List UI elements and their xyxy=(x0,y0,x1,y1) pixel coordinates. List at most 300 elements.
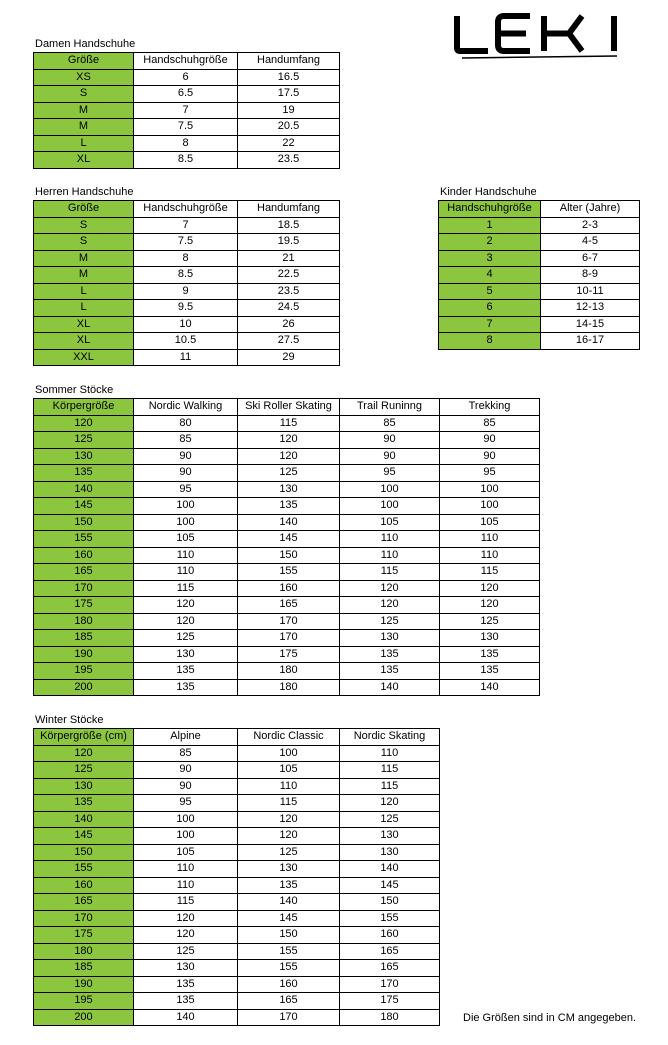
table-cell: 170 xyxy=(34,580,134,597)
table-cell: 125 xyxy=(34,762,134,779)
table-cell: 29 xyxy=(238,349,340,366)
table-cell: 6 xyxy=(134,69,238,86)
table-cell: 125 xyxy=(340,811,440,828)
table-cell: 150 xyxy=(34,844,134,861)
table-row xyxy=(34,993,440,1010)
table-cell: 5 xyxy=(439,283,541,300)
table-cell: XL xyxy=(34,316,134,333)
table-cell: 130 xyxy=(238,481,340,498)
table-row xyxy=(34,300,340,317)
table-cell: L xyxy=(34,300,134,317)
table-row xyxy=(34,894,440,911)
table-cell: 95 xyxy=(340,465,440,482)
table-cell: 135 xyxy=(134,679,238,696)
table-cell: 19 xyxy=(238,102,340,119)
table-cell: L xyxy=(34,135,134,152)
herren-title: Herren Handschuhe xyxy=(35,186,134,198)
table-row xyxy=(34,927,440,944)
table-cell: 140 xyxy=(340,679,440,696)
column-header: Nordic Classic xyxy=(238,729,340,746)
table-cell: 115 xyxy=(340,564,440,581)
table-cell: 100 xyxy=(238,745,340,762)
table-cell: 120 xyxy=(238,432,340,449)
table-cell: 200 xyxy=(34,1009,134,1026)
table-cell: 110 xyxy=(134,877,238,894)
table-cell: 105 xyxy=(238,762,340,779)
table-cell: 140 xyxy=(134,1009,238,1026)
table-row xyxy=(34,316,340,333)
table-cell: 125 xyxy=(440,613,540,630)
table-cell: 100 xyxy=(440,498,540,515)
table-row xyxy=(34,86,340,103)
table-cell: 90 xyxy=(340,448,440,465)
table-cell: 155 xyxy=(34,531,134,548)
table-cell: 200 xyxy=(34,679,134,696)
damen-table xyxy=(33,52,340,169)
table-cell: 150 xyxy=(238,547,340,564)
herren-table xyxy=(33,200,340,366)
table-row xyxy=(34,234,340,251)
table-cell: 165 xyxy=(340,960,440,977)
damen-title: Damen Handschuhe xyxy=(35,38,136,50)
column-header: Handumfang xyxy=(238,201,340,218)
table-cell: 170 xyxy=(238,630,340,647)
table-cell: 120 xyxy=(134,613,238,630)
table-cell: 125 xyxy=(34,432,134,449)
table-row xyxy=(34,580,540,597)
table-cell: 6-7 xyxy=(541,250,640,267)
table-cell: 125 xyxy=(238,844,340,861)
table-cell: XS xyxy=(34,69,134,86)
table-cell: 145 xyxy=(34,498,134,515)
table-cell: S xyxy=(34,234,134,251)
table-cell: 115 xyxy=(340,778,440,795)
table-cell: 100 xyxy=(440,481,540,498)
table-cell: 125 xyxy=(134,630,238,647)
table-cell: 130 xyxy=(134,960,238,977)
table-cell: 110 xyxy=(340,547,440,564)
table-cell: 115 xyxy=(440,564,540,581)
table-cell: 195 xyxy=(34,663,134,680)
table-cell: 120 xyxy=(34,415,134,432)
table-cell: 165 xyxy=(34,564,134,581)
table-cell: 130 xyxy=(34,778,134,795)
table-cell: 18.5 xyxy=(238,217,340,234)
table-cell: L xyxy=(34,283,134,300)
table-cell: 90 xyxy=(134,465,238,482)
table-row xyxy=(34,663,540,680)
table-cell: 100 xyxy=(134,828,238,845)
table-cell: 165 xyxy=(238,597,340,614)
table-row xyxy=(34,267,340,284)
table-cell: 180 xyxy=(34,943,134,960)
table-cell: 100 xyxy=(340,498,440,515)
table-cell: 135 xyxy=(440,663,540,680)
table-cell: 140 xyxy=(440,679,540,696)
table-row xyxy=(34,828,440,845)
table-row xyxy=(34,349,340,366)
table-row xyxy=(34,778,440,795)
table-cell: 115 xyxy=(238,415,340,432)
table-cell: 135 xyxy=(340,646,440,663)
table-cell: 160 xyxy=(238,976,340,993)
table-cell: 155 xyxy=(238,564,340,581)
table-cell: 120 xyxy=(340,795,440,812)
table-cell: 9 xyxy=(134,283,238,300)
table-cell: 120 xyxy=(238,811,340,828)
table-row xyxy=(34,646,540,663)
brand-name: LEKI xyxy=(538,42,543,44)
table-cell: 20.5 xyxy=(238,119,340,136)
table-row xyxy=(34,960,440,977)
table-cell: 100 xyxy=(340,481,440,498)
table-row xyxy=(439,283,640,300)
table-cell: 120 xyxy=(440,580,540,597)
table-cell: 170 xyxy=(238,1009,340,1026)
table-row xyxy=(34,630,540,647)
table-row xyxy=(34,597,540,614)
table-cell: 120 xyxy=(134,597,238,614)
table-cell: 180 xyxy=(34,613,134,630)
column-header: Größe xyxy=(34,53,134,70)
table-cell: 105 xyxy=(134,844,238,861)
table-cell: 130 xyxy=(238,861,340,878)
table-cell: 23.5 xyxy=(238,283,340,300)
table-row xyxy=(439,316,640,333)
table-row xyxy=(439,267,640,284)
table-cell: 125 xyxy=(134,943,238,960)
table-cell: 170 xyxy=(34,910,134,927)
column-header: Trekking xyxy=(440,399,540,416)
table-cell: 90 xyxy=(134,762,238,779)
table-cell: 105 xyxy=(134,531,238,548)
table-row xyxy=(439,217,640,234)
table-cell: 4-5 xyxy=(541,234,640,251)
table-cell: 175 xyxy=(34,597,134,614)
table-cell: 16.5 xyxy=(238,69,340,86)
column-header: Handschuhgröße xyxy=(134,53,238,70)
table-cell: 10-11 xyxy=(541,283,640,300)
table-row xyxy=(34,119,340,136)
table-cell: 85 xyxy=(440,415,540,432)
table-cell: XXL xyxy=(34,349,134,366)
winter-title: Winter Stöcke xyxy=(35,714,104,726)
table-cell: 26 xyxy=(238,316,340,333)
table-cell: 14-15 xyxy=(541,316,640,333)
table-cell: 4 xyxy=(439,267,541,284)
table-cell: 8 xyxy=(439,333,541,350)
table-row xyxy=(34,547,540,564)
table-row xyxy=(34,531,540,548)
table-cell: 135 xyxy=(134,976,238,993)
column-header: Ski Roller Skating xyxy=(238,399,340,416)
table-cell: 10 xyxy=(134,316,238,333)
table-cell: 135 xyxy=(134,993,238,1010)
table-cell: 8 xyxy=(134,135,238,152)
table-cell: 180 xyxy=(238,663,340,680)
table-cell: 145 xyxy=(34,828,134,845)
table-row xyxy=(34,69,340,86)
column-header: Größe xyxy=(34,201,134,218)
table-cell: 110 xyxy=(340,745,440,762)
table-row xyxy=(34,432,540,449)
table-row xyxy=(34,679,540,696)
table-cell: 160 xyxy=(238,580,340,597)
table-cell: 140 xyxy=(238,514,340,531)
table-cell: 145 xyxy=(238,910,340,927)
table-cell: 150 xyxy=(238,927,340,944)
table-row xyxy=(34,481,540,498)
table-cell: 115 xyxy=(238,795,340,812)
table-cell: 9.5 xyxy=(134,300,238,317)
column-header: Trail Runinng xyxy=(340,399,440,416)
table-cell: 120 xyxy=(134,910,238,927)
table-row xyxy=(34,1009,440,1026)
table-cell: 190 xyxy=(34,646,134,663)
table-cell: 160 xyxy=(340,927,440,944)
table-cell: 140 xyxy=(238,894,340,911)
table-row xyxy=(34,498,540,515)
table-cell: 7 xyxy=(134,217,238,234)
kinder-table xyxy=(438,200,640,350)
table-cell: 135 xyxy=(34,465,134,482)
table-cell: 195 xyxy=(34,993,134,1010)
table-row xyxy=(34,102,340,119)
table-cell: 140 xyxy=(34,811,134,828)
table-cell: 165 xyxy=(34,894,134,911)
table-cell: 170 xyxy=(238,613,340,630)
table-cell: M xyxy=(34,119,134,136)
table-row xyxy=(34,762,440,779)
column-header: Körpergröße xyxy=(34,399,134,416)
header-row xyxy=(34,53,340,70)
table-cell: 175 xyxy=(340,993,440,1010)
table-cell: 10.5 xyxy=(134,333,238,350)
table-cell: 130 xyxy=(340,630,440,647)
table-cell: 105 xyxy=(340,514,440,531)
table-row xyxy=(34,745,440,762)
table-cell: 140 xyxy=(340,861,440,878)
table-cell: 100 xyxy=(134,498,238,515)
table-cell: 6 xyxy=(439,300,541,317)
table-cell: 1 xyxy=(439,217,541,234)
table-cell: 120 xyxy=(340,580,440,597)
table-cell: 145 xyxy=(340,877,440,894)
table-row xyxy=(34,514,540,531)
table-cell: XL xyxy=(34,152,134,169)
table-cell: 115 xyxy=(340,762,440,779)
table-row xyxy=(439,333,640,350)
column-header: Nordic Skating xyxy=(340,729,440,746)
table-cell: 180 xyxy=(340,1009,440,1026)
table-cell: 135 xyxy=(34,795,134,812)
table-row xyxy=(34,613,540,630)
table-row xyxy=(34,217,340,234)
table-cell: 130 xyxy=(340,828,440,845)
table-cell: 185 xyxy=(34,960,134,977)
table-cell: 180 xyxy=(238,679,340,696)
table-row xyxy=(34,448,540,465)
table-cell: 17.5 xyxy=(238,86,340,103)
table-cell: 135 xyxy=(440,646,540,663)
table-cell: 11 xyxy=(134,349,238,366)
table-cell: 85 xyxy=(134,432,238,449)
table-cell: 110 xyxy=(134,547,238,564)
table-cell: 95 xyxy=(440,465,540,482)
table-row xyxy=(34,811,440,828)
table-cell: 130 xyxy=(340,844,440,861)
column-header: Handschuhgröße xyxy=(134,201,238,218)
table-cell: 8.5 xyxy=(134,152,238,169)
table-cell: 16-17 xyxy=(541,333,640,350)
table-cell: M xyxy=(34,267,134,284)
table-cell: 185 xyxy=(34,630,134,647)
table-cell: 115 xyxy=(134,894,238,911)
table-cell: 165 xyxy=(340,943,440,960)
table-cell: 8.5 xyxy=(134,267,238,284)
table-cell: XL xyxy=(34,333,134,350)
table-cell: 110 xyxy=(134,564,238,581)
table-row xyxy=(34,976,440,993)
table-cell: 95 xyxy=(134,481,238,498)
column-header: Körpergröße (cm) xyxy=(34,729,134,746)
table-cell: 2-3 xyxy=(541,217,640,234)
table-cell: 12-13 xyxy=(541,300,640,317)
table-cell: 155 xyxy=(238,943,340,960)
column-header: Nordic Walking xyxy=(134,399,238,416)
table-cell: 135 xyxy=(340,663,440,680)
sommer-title: Sommer Stöcke xyxy=(35,384,114,396)
table-cell: 7 xyxy=(134,102,238,119)
table-cell: 8-9 xyxy=(541,267,640,284)
column-header: Alter (Jahre) xyxy=(541,201,640,218)
table-cell: 22.5 xyxy=(238,267,340,284)
table-cell: 7.5 xyxy=(134,234,238,251)
table-cell: 130 xyxy=(134,646,238,663)
table-cell: 155 xyxy=(340,910,440,927)
table-cell: 27.5 xyxy=(238,333,340,350)
table-cell: 110 xyxy=(440,547,540,564)
table-row xyxy=(439,234,640,251)
table-cell: 2 xyxy=(439,234,541,251)
table-row xyxy=(34,564,540,581)
table-cell: 90 xyxy=(134,448,238,465)
table-cell: 175 xyxy=(34,927,134,944)
table-cell: 8 xyxy=(134,250,238,267)
table-cell: 22 xyxy=(238,135,340,152)
table-cell: 175 xyxy=(238,646,340,663)
table-cell: 140 xyxy=(34,481,134,498)
table-cell: 110 xyxy=(440,531,540,548)
table-cell: 7 xyxy=(439,316,541,333)
table-cell: 155 xyxy=(34,861,134,878)
table-row xyxy=(34,415,540,432)
table-row xyxy=(34,250,340,267)
table-row xyxy=(34,152,340,169)
table-cell: 6.5 xyxy=(134,86,238,103)
table-cell: 135 xyxy=(134,663,238,680)
table-row xyxy=(34,910,440,927)
column-header: Alpine xyxy=(134,729,238,746)
table-row xyxy=(439,250,640,267)
table-cell: 19.5 xyxy=(238,234,340,251)
table-cell: 125 xyxy=(238,465,340,482)
table-cell: 150 xyxy=(34,514,134,531)
table-cell: 130 xyxy=(440,630,540,647)
table-cell: S xyxy=(34,86,134,103)
table-cell: 165 xyxy=(238,993,340,1010)
table-cell: 125 xyxy=(340,613,440,630)
table-row xyxy=(34,844,440,861)
table-cell: 3 xyxy=(439,250,541,267)
table-row xyxy=(34,465,540,482)
table-row xyxy=(34,135,340,152)
table-cell: 150 xyxy=(340,894,440,911)
table-cell: 90 xyxy=(440,448,540,465)
table-cell: 85 xyxy=(340,415,440,432)
column-header: Handschuhgröße xyxy=(439,201,541,218)
table-cell: 80 xyxy=(134,415,238,432)
table-cell: 135 xyxy=(238,498,340,515)
header-row xyxy=(34,399,540,416)
table-cell: 120 xyxy=(440,597,540,614)
table-cell: 145 xyxy=(238,531,340,548)
table-cell: 120 xyxy=(238,828,340,845)
table-cell: 170 xyxy=(340,976,440,993)
table-row xyxy=(34,877,440,894)
table-cell: 120 xyxy=(134,927,238,944)
table-cell: S xyxy=(34,217,134,234)
table-cell: 160 xyxy=(34,877,134,894)
table-cell: 100 xyxy=(134,811,238,828)
table-cell: 23.5 xyxy=(238,152,340,169)
table-cell: 110 xyxy=(340,531,440,548)
table-cell: 110 xyxy=(238,778,340,795)
table-cell: M xyxy=(34,250,134,267)
table-cell: 115 xyxy=(134,580,238,597)
header-row xyxy=(34,729,440,746)
table-cell: 130 xyxy=(34,448,134,465)
table-cell: 85 xyxy=(134,745,238,762)
header-row xyxy=(439,201,640,218)
table-row xyxy=(34,795,440,812)
table-row xyxy=(34,861,440,878)
table-cell: 120 xyxy=(340,597,440,614)
table-row xyxy=(34,943,440,960)
table-cell: 120 xyxy=(238,448,340,465)
header-row xyxy=(34,201,340,218)
table-cell: 105 xyxy=(440,514,540,531)
units-note: Die Größen sind in CM angegeben. xyxy=(463,1012,637,1024)
table-cell: 21 xyxy=(238,250,340,267)
table-cell: 110 xyxy=(134,861,238,878)
table-cell: 95 xyxy=(134,795,238,812)
table-row xyxy=(34,333,340,350)
kinder-title: Kinder Handschuhe xyxy=(440,186,537,198)
table-cell: 90 xyxy=(340,432,440,449)
table-cell: 160 xyxy=(34,547,134,564)
winter-table xyxy=(33,728,440,1026)
table-row xyxy=(439,300,640,317)
leki-logo xyxy=(452,13,624,61)
table-cell: 24.5 xyxy=(238,300,340,317)
table-cell: 120 xyxy=(34,745,134,762)
table-cell: 90 xyxy=(134,778,238,795)
sommer-table xyxy=(33,398,540,696)
table-row xyxy=(34,283,340,300)
column-header: Handumfang xyxy=(238,53,340,70)
table-cell: 100 xyxy=(134,514,238,531)
